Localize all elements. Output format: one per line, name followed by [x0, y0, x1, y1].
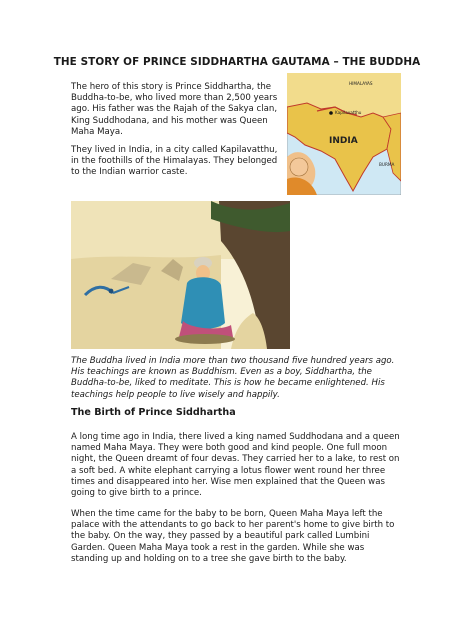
birth-paragraph-2: When the time came for the baby to be born, Queen Maha Maya left the palace with the attendants to go back to her parent's home to give birth to the baby. On the way, they passed by a beautiful park called Lumbini Garden. Queen Maha Maya took a rest in the garden. While she was standing up and holding on to a tree she gave birth to the baby.: [71, 509, 395, 564]
page-title: THE STORY OF PRINCE SIDDHARTHA GAUTAMA – THE BUDDHA: [53, 56, 421, 68]
boy-meditating-under-tree-icon: [71, 201, 290, 349]
intro-paragraph-2: They lived in India, in a city called Kapilavatthu, in the foothills of the Himalayas. They belonged to the Indian warrior caste.: [71, 145, 278, 178]
section-heading: The Birth of Prince Siddhartha: [71, 407, 236, 418]
italic-paragraph: The Buddha lived in India more than two thousand five hundred years ago. His teachings are known as Buddhism. Even as a boy, Siddhartha, the Buddha-to-be, liked to meditate. This is how he became enlightened. His teachings help people to live wisely and happily.: [71, 356, 395, 400]
map-label-india: INDIA: [329, 136, 358, 146]
map-label-burma: BURMA: [379, 162, 395, 167]
map-label-kapilavatthu: Kapilavatthu: [335, 110, 362, 115]
birth-paragraph-1: A long time ago in India, there lived a king named Suddhodana and a queen named Maha Maya. They were both good and kind people. One full moon night, the Queen dreamt of four devas. They carried her to a lake, to rest on a soft bed. A white elephant carrying a lotus flower went round her three times and disappeared into her. Wise men explained that the Queen was going to give birth to a prince.: [71, 432, 400, 499]
india-map: [287, 73, 401, 195]
map-label-himalayas: HIMALAYAS: [349, 81, 373, 86]
intro-paragraph-1: The hero of this story is Prince Siddhartha, the Buddha-to-be, who lived more than 2,500 years ago. His father was the Rajah of the Sakya clan, King Suddhodana, and his mother was Queen Maha Maya.: [71, 82, 278, 137]
